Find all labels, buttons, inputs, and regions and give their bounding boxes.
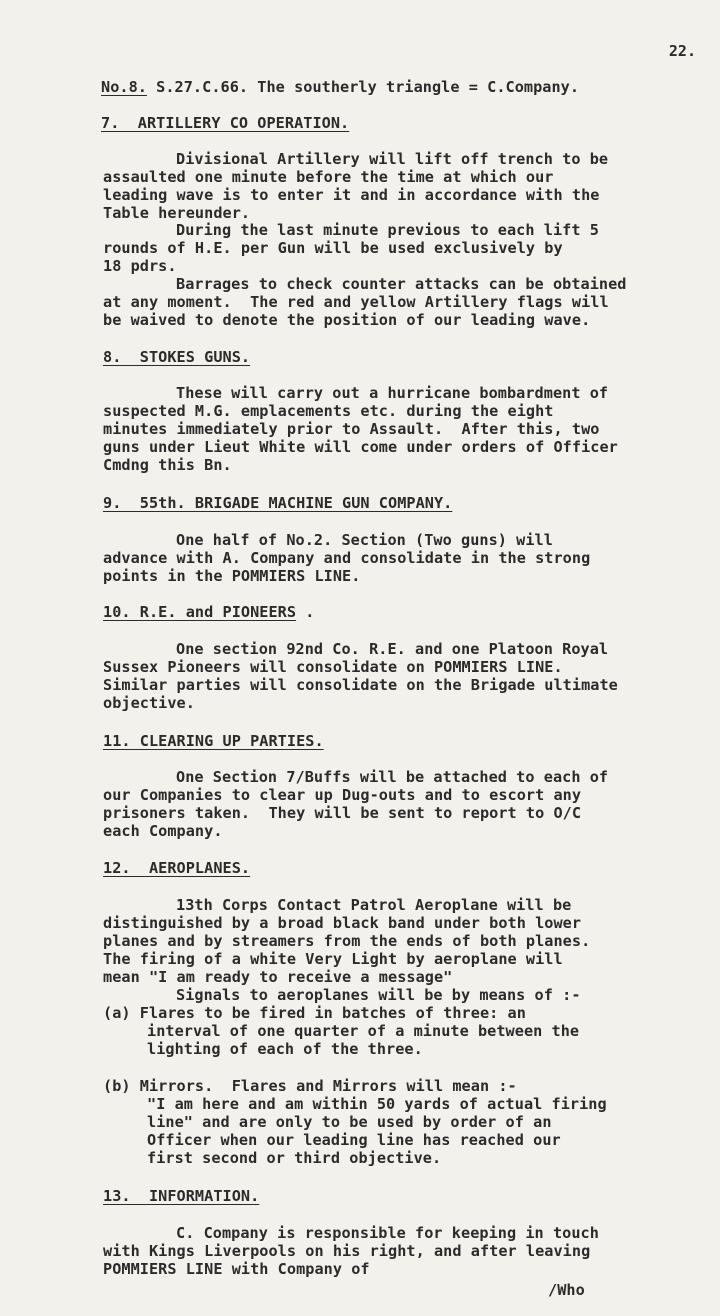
- s7-line-7: 18 pdrs.: [103, 257, 177, 275]
- s9-line-3: points in the POMMIERS LINE.: [103, 567, 361, 585]
- s12-line-3: planes and by streamers from the ends of both planes.: [103, 932, 591, 950]
- s7-line-2: assaulted one minute before the time at which our: [103, 168, 554, 186]
- s7-line-1: Divisional Artillery will lift off trench to be: [176, 150, 609, 168]
- header-text: S.27.C.66. The southerly triangle = C.Company.: [146, 78, 580, 96]
- s7-line-5: During the last minute previous to each lift 5: [176, 221, 599, 239]
- s12-item-b-line-2: "I am here and am within 50 yards of actual firing: [147, 1095, 607, 1113]
- page-number: 22.: [668, 42, 696, 60]
- s13-line-1: C. Company is responsible for keeping in touch: [176, 1224, 599, 1242]
- s13-line-2: with Kings Liverpools on his right, and after leaving: [103, 1242, 591, 1260]
- s12-line-2: distinguished by a broad black band under both lower: [103, 914, 582, 932]
- s12-line-4: The firing of a white Very Light by aeroplane will: [103, 950, 563, 968]
- s8-line-4: guns under Lieut White will come under orders of Officer: [103, 438, 618, 456]
- section-9-heading: 9. 55th. BRIGADE MACHINE GUN COMPANY.: [103, 494, 453, 512]
- s8-line-3: minutes immediately prior to Assault. After this, two: [103, 420, 600, 438]
- s10-line-3: Similar parties will consolidate on the Brigade ultimate: [103, 676, 618, 694]
- s12-item-b-line-4: Officer when our leading line has reached our: [147, 1131, 561, 1149]
- s7-line-3: leading wave is to enter it and in accordance with the: [103, 186, 600, 204]
- s7-line-6: rounds of H.E. per Gun will be used exclusively by: [103, 239, 563, 257]
- s12-item-b-line-3: line" and are only to be used by order of an: [147, 1113, 552, 1131]
- s11-line-3: prisoners taken. They will be sent to report to O/C: [103, 804, 582, 822]
- s10-line-2: Sussex Pioneers will consolidate on POMMIERS LINE.: [103, 658, 563, 676]
- s10-line-4: objective.: [103, 694, 195, 712]
- s11-line-2: our Companies to clear up Dug-outs and to escort any: [103, 786, 582, 804]
- header-line: [101, 78, 579, 96]
- header-label: No.8.: [101, 78, 147, 96]
- s7-line-8: Barrages to check counter attacks can be obtained: [176, 275, 627, 293]
- section-10-heading-line: [103, 603, 314, 621]
- s12-item-a-line-3: lighting of each of the three.: [147, 1040, 423, 1058]
- s12-line-6: Signals to aeroplanes will be by means of :-: [176, 986, 581, 1004]
- section-11-heading: 11. CLEARING UP PARTIES.: [103, 732, 324, 750]
- s7-line-4: Table hereunder.: [103, 204, 251, 222]
- section-8-heading: 8. STOKES GUNS.: [103, 348, 251, 366]
- s9-line-2: advance with A. Company and consolidate in the strong: [103, 549, 591, 567]
- s12-item-b-line-5: first second or third objective.: [147, 1149, 442, 1167]
- s12-item-b-line-1: (b) Mirrors. Flares and Mirrors will mean :-: [103, 1077, 517, 1095]
- catchword: /Who: [548, 1281, 585, 1299]
- s12-item-a-line-1: (a) Flares to be fired in batches of three: an: [103, 1004, 526, 1022]
- s12-line-1: 13th Corps Contact Patrol Aeroplane will be: [176, 896, 572, 914]
- s9-line-1: One half of No.2. Section (Two guns) will: [176, 531, 553, 549]
- s7-line-9: at any moment. The red and yellow Artillery flags will: [103, 293, 609, 311]
- s12-item-a-line-2: interval of one quarter of a minute between the: [147, 1022, 580, 1040]
- s13-line-3: POMMIERS LINE with Company of: [103, 1260, 370, 1278]
- s8-line-1: These will carry out a hurricane bombardment of: [176, 384, 609, 402]
- s11-line-4: each Company.: [103, 822, 223, 840]
- s8-line-5: Cmdng this Bn.: [103, 456, 232, 474]
- s12-line-5: mean "I am ready to receive a message": [103, 968, 453, 986]
- section-12-heading: 12. AEROPLANES.: [103, 859, 251, 877]
- section-13-heading: 13. INFORMATION.: [103, 1187, 260, 1205]
- section-10-heading: 10. R.E. and PIONEERS: [103, 603, 297, 621]
- s7-line-10: be waived to denote the position of our leading wave.: [103, 311, 591, 329]
- section-7-heading: 7. ARTILLERY CO OPERATION.: [101, 114, 350, 132]
- s11-line-1: One Section 7/Buffs will be attached to each of: [176, 768, 609, 786]
- section-10-heading-suffix: .: [296, 603, 315, 621]
- s10-line-1: One section 92nd Co. R.E. and one Platoon Royal: [176, 640, 609, 658]
- s8-line-2: suspected M.G. emplacements etc. during the eight: [103, 402, 554, 420]
